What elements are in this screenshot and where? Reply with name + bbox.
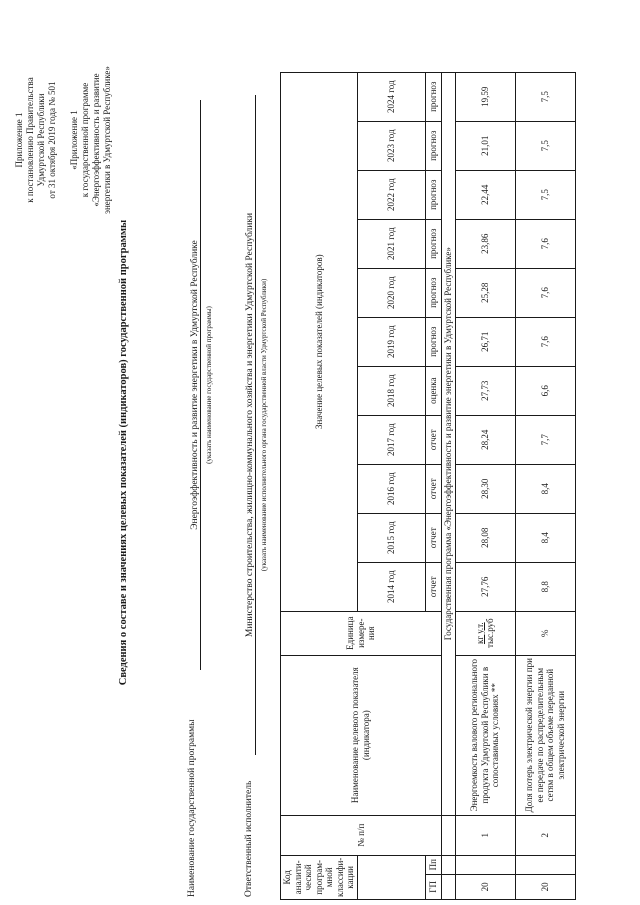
value-cell: 25,28 bbox=[455, 268, 515, 317]
year-header: 2021 год bbox=[357, 219, 425, 268]
value-cell: 7,5 bbox=[515, 121, 575, 170]
status-header: прогноз bbox=[425, 170, 441, 219]
cell-unit bbox=[515, 611, 575, 655]
value-cell: 19,59 bbox=[455, 72, 515, 121]
year-header: 2017 год bbox=[357, 415, 425, 464]
table-row bbox=[455, 72, 515, 899]
value-cell: 7,6 bbox=[515, 219, 575, 268]
status-header: отчет bbox=[425, 464, 441, 513]
cell-name: Доля потерь электрической энергии при ее передаче по распределительным сетям в общем объеме переданной электрической энергии bbox=[515, 655, 575, 815]
program-hint: (указать наименование государственной программы) bbox=[205, 306, 213, 464]
status-header: прогноз bbox=[425, 219, 441, 268]
value-cell: 28,30 bbox=[455, 464, 515, 513]
indicators-table bbox=[280, 72, 576, 900]
header-name: Наименование целевого показателя (индикатора) bbox=[281, 655, 442, 815]
status-header: отчет bbox=[425, 562, 441, 611]
year-header: 2014 год bbox=[357, 562, 425, 611]
cell-gp: 20 bbox=[455, 874, 515, 899]
program-value: Энергоэффективность и развитие энергетики в Удмуртской Республике bbox=[190, 100, 201, 670]
cell-pp bbox=[455, 855, 515, 874]
appendix-line: Приложение 1 bbox=[14, 112, 24, 168]
appendix-line: «Приложение 1 bbox=[69, 110, 79, 170]
year-header: 2020 год bbox=[357, 268, 425, 317]
value-cell: 21,01 bbox=[455, 121, 515, 170]
document-title: Сведения о составе и значениях целевых показателей (индикаторов) государственной программы bbox=[118, 219, 129, 686]
value-cell: 7,6 bbox=[515, 317, 575, 366]
value-cell: 26,71 bbox=[455, 317, 515, 366]
appendix-line: от 31 октября 2019 года № 501 bbox=[47, 81, 57, 199]
status-header: прогноз bbox=[425, 121, 441, 170]
value-cell: 27,73 bbox=[455, 366, 515, 415]
cell-unit bbox=[455, 611, 515, 655]
value-cell: 7,7 bbox=[515, 415, 575, 464]
value-cell: 28,24 bbox=[455, 415, 515, 464]
unit-denominator: тыс.руб bbox=[485, 618, 495, 648]
value-cell: 27,76 bbox=[455, 562, 515, 611]
status-header: отчет bbox=[425, 513, 441, 562]
value-cell: 22,44 bbox=[455, 170, 515, 219]
header-code: Код аналити-ческой програм-мной классифи-кации bbox=[281, 855, 358, 899]
section-row: Государственная программа «Энергоэффективность и развитие энергетики в Удмуртской Республике» bbox=[441, 72, 455, 815]
executor-label: Ответственный исполнитель bbox=[244, 780, 254, 897]
year-header: 2015 год bbox=[357, 513, 425, 562]
executor-hint: (указать наименование исполнительного органа государственной власти Удмуртской Республики) bbox=[260, 278, 268, 572]
year-header: 2024 год bbox=[357, 72, 425, 121]
appendix-line: энергетики в Удмуртской Республике» bbox=[102, 66, 112, 214]
value-cell: 7,6 bbox=[515, 268, 575, 317]
status-header: прогноз bbox=[425, 268, 441, 317]
value-cell: 8,4 bbox=[515, 513, 575, 562]
unit-numerator: % bbox=[539, 629, 550, 637]
header-unit: Единица измере-ния bbox=[281, 611, 442, 655]
appendix-line: к постановлению Правительства bbox=[25, 77, 35, 203]
header-pp: Пп bbox=[425, 855, 441, 874]
appendix-header bbox=[14, 10, 113, 270]
year-header: 2018 год bbox=[357, 366, 425, 415]
value-cell: 6,6 bbox=[515, 366, 575, 415]
appendix-line: «Энергоэффективность и развитие bbox=[91, 73, 101, 207]
cell-num: 2 bbox=[515, 815, 575, 855]
header-gp: ГП bbox=[425, 874, 441, 899]
header-num: № п/п bbox=[281, 815, 442, 855]
value-cell: 7,5 bbox=[515, 72, 575, 121]
value-cell: 23,86 bbox=[455, 219, 515, 268]
unit-numerator: кг у.т. bbox=[474, 622, 485, 645]
value-cell: 28,08 bbox=[455, 513, 515, 562]
appendix-line: к государственной программе bbox=[80, 82, 90, 198]
value-cell: 7,5 bbox=[515, 170, 575, 219]
header-values: Значение целевых показателей (индикаторов) bbox=[281, 72, 358, 611]
year-header: 2022 год bbox=[357, 170, 425, 219]
cell-gp: 20 bbox=[515, 874, 575, 899]
status-header: прогноз bbox=[425, 72, 441, 121]
executor-value: Министерство строительства, жилищно-коммунального хозяйства и энергетики Удмуртской Республики bbox=[245, 95, 256, 755]
appendix-line: Удмуртской Республики bbox=[36, 93, 46, 187]
status-header: оценка bbox=[425, 366, 441, 415]
cell-num: 1 bbox=[455, 815, 515, 855]
status-header: отчет bbox=[425, 415, 441, 464]
value-cell: 8,4 bbox=[515, 464, 575, 513]
cell-name: Энергоемкость валового регионального продукта Удмуртской Республики в сопоставимых условиях ** bbox=[455, 655, 515, 815]
status-header: прогноз bbox=[425, 317, 441, 366]
program-label: Наименование государственной программы bbox=[187, 719, 197, 897]
cell-pp bbox=[515, 855, 575, 874]
value-cell: 8,8 bbox=[515, 562, 575, 611]
table-row bbox=[515, 72, 575, 899]
year-header: 2016 год bbox=[357, 464, 425, 513]
year-header: 2019 год bbox=[357, 317, 425, 366]
year-header: 2023 год bbox=[357, 121, 425, 170]
